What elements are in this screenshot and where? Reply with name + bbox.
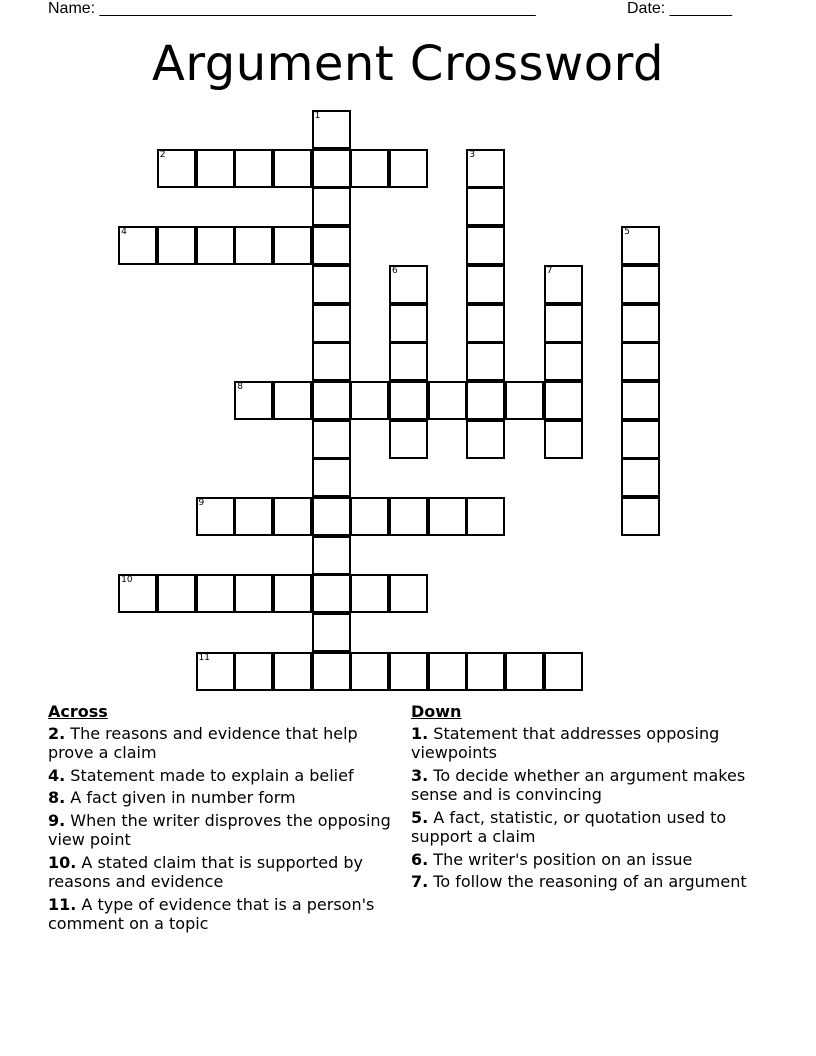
grid-cell[interactable] [389,304,428,343]
down-clue [411,724,761,763]
clue-text: When the writer disproves the opposing view point [48,810,391,849]
grid-cell[interactable] [234,149,273,188]
grid-cell[interactable] [350,497,389,536]
across-clue [48,724,400,763]
grid-cell[interactable] [234,652,273,691]
grid-cell[interactable] [157,149,196,188]
grid-cell[interactable] [273,652,312,691]
grid-cell[interactable] [157,226,196,265]
grid-cell[interactable] [389,497,428,536]
grid-cell[interactable] [389,420,428,459]
grid-cell[interactable] [544,652,583,691]
grid-cell[interactable] [389,265,428,304]
clue-number-label: 6 [392,265,398,276]
down-clue [411,872,761,892]
down-clue [411,850,761,870]
clue-number-label: 7 [546,265,553,276]
grid-cell[interactable] [428,497,467,536]
grid-cell[interactable] [466,226,505,265]
clue-number: 10. [48,852,77,872]
clue-number-label: 8 [237,381,243,392]
grid-cell[interactable] [312,613,351,652]
clue-number-label: 3 [469,149,476,160]
grid-cell[interactable] [312,304,351,343]
grid-cell[interactable] [544,304,583,343]
grid-cell[interactable] [466,420,505,459]
grid-cell[interactable] [312,265,351,304]
grid-cell[interactable] [350,652,389,691]
across-clue [48,766,400,786]
clue-number-label: 4 [121,227,127,238]
clue-number: 1. [411,723,429,743]
grid-cell[interactable] [273,226,312,265]
clue-number-label: 9 [198,498,205,508]
grid-cell[interactable] [621,304,660,343]
clue-text: The writer's position on an issue [428,849,693,869]
grid-cell[interactable] [350,381,389,420]
grid-cell[interactable] [196,652,235,691]
grid-cell[interactable] [273,381,312,420]
clue-number: 2. [48,723,66,743]
across-heading: Across [48,702,108,721]
grid-cell[interactable] [428,381,467,420]
across-clue [48,853,400,892]
clue-number: 7. [411,872,429,891]
clue-text: A type of evidence that is a person's comment on a topic [48,894,375,933]
grid-cell[interactable] [118,226,157,265]
clue-text: A fact given in number form [65,788,296,807]
name-field[interactable]: Name: _________________________________________________ [48,0,536,17]
grid-cell[interactable] [389,149,428,188]
grid-cell[interactable] [544,265,583,304]
page-title: Argument Crossword [152,36,664,92]
grid-cell[interactable] [466,342,505,381]
grid-cell[interactable] [312,574,351,613]
grid-cell[interactable] [196,226,235,265]
clue-number: 9. [48,810,66,830]
grid-cell[interactable] [621,381,660,420]
grid-cell[interactable] [118,574,157,613]
clue-number-label: 1 [314,111,321,121]
clue-number: 6. [411,849,429,869]
clue-number: 11. [48,894,77,914]
grid-cell[interactable] [428,652,467,691]
across-clues [48,702,400,937]
grid-cell[interactable] [544,342,583,381]
grid-cell[interactable] [312,458,351,497]
grid-cell[interactable] [312,497,351,536]
clue-number-label: 5 [624,227,630,238]
down-heading: Down [411,702,462,721]
across-clue [48,788,400,808]
clue-number: 5. [411,807,429,827]
clue-text: Statement that addresses opposing viewpoints [411,723,720,762]
grid-cell[interactable] [466,265,505,304]
date-field[interactable]: Date: _______ [627,0,732,17]
clue-number-label: 2 [159,149,166,160]
clue-number-label: 11 [198,652,210,663]
grid-cell[interactable] [312,420,351,459]
clue-text: To follow the reasoning of an argument [428,872,747,891]
grid-cell[interactable] [273,497,312,536]
down-clue [411,766,761,805]
grid-cell[interactable] [621,420,660,459]
clue-text: A fact, statistic, or quotation used to support a claim [411,807,727,846]
grid-cell[interactable] [234,574,273,613]
grid-cell[interactable] [196,149,235,188]
clue-number: 4. [48,765,66,785]
grid-cell[interactable] [389,652,428,691]
grid-cell[interactable] [621,226,660,265]
grid-cell[interactable] [621,458,660,497]
grid-cell[interactable] [621,265,660,304]
down-clues [411,702,761,895]
grid-cell[interactable] [466,381,505,420]
grid-cell[interactable] [312,652,351,691]
grid-cell[interactable] [466,497,505,536]
clue-number: 3. [411,765,429,785]
grid-cell[interactable] [234,381,273,420]
grid-cell[interactable] [389,342,428,381]
grid-cell[interactable] [350,149,389,188]
across-clue [48,811,400,850]
grid-cell[interactable] [466,652,505,691]
grid-cell[interactable] [234,226,273,265]
grid-cell[interactable] [466,187,505,226]
grid-cell[interactable] [312,187,351,226]
grid-cell[interactable] [312,149,351,188]
across-clue [48,895,400,934]
clue-text: Statement made to explain a belief [65,765,354,785]
clue-number: 8. [48,788,66,807]
grid-cell[interactable] [505,381,544,420]
clue-text: The reasons and evidence that help prove a claim [48,723,358,762]
grid-cell[interactable] [196,497,235,536]
clue-number-label: 10 [121,575,133,586]
grid-cell[interactable] [273,149,312,188]
grid-cell[interactable] [621,497,660,536]
grid-cell[interactable] [389,381,428,420]
grid-cell[interactable] [505,652,544,691]
grid-cell[interactable] [273,574,312,613]
grid-cell[interactable] [312,381,351,420]
grid-cell[interactable] [157,574,196,613]
clue-text: A stated claim that is supported by reasons and evidence [48,852,363,891]
grid-cell[interactable] [544,381,583,420]
grid-cell[interactable] [312,226,351,265]
down-clue [411,808,761,847]
grid-cell[interactable] [621,342,660,381]
grid-cell[interactable] [234,497,273,536]
grid-cell[interactable] [312,536,351,575]
grid-cell[interactable] [350,574,389,613]
grid-cell[interactable] [312,110,351,149]
grid-cell[interactable] [466,304,505,343]
grid-cell[interactable] [196,574,235,613]
grid-cell[interactable] [389,574,428,613]
grid-cell[interactable] [312,342,351,381]
grid-cell[interactable] [544,420,583,459]
grid-cell[interactable] [466,149,505,188]
clue-text: To decide whether an argument makes sense and is convincing [411,765,746,804]
